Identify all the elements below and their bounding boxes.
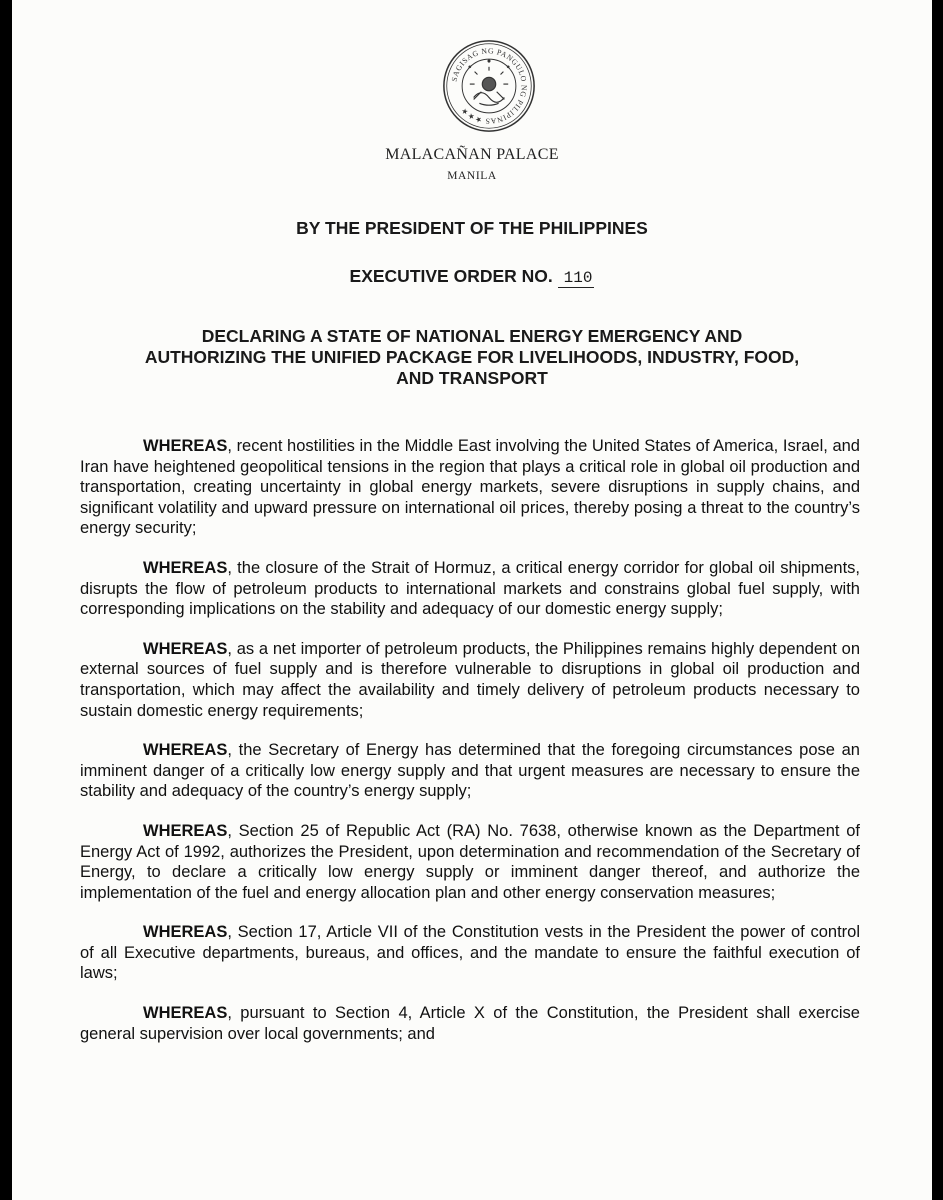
whereas-paragraph xyxy=(80,821,860,903)
whereas-paragraph xyxy=(80,922,860,984)
whereas-lead: WHEREAS xyxy=(143,558,228,577)
whereas-paragraph xyxy=(80,1003,860,1044)
whereas-paragraph xyxy=(80,436,860,539)
city-name: MANILA xyxy=(447,170,497,182)
whereas-text: , recent hostilities in the Middle East involving the United States of America, Israel, and Iran have heightened geopolitical tensions in the region that plays a critical role in global oil production and transportation, creating uncertainty in global energy markets, severe disruptions in supply chains, and significant volatility and upward pressure on international oil prices, thereby posing a threat to the country’s energy security; xyxy=(80,437,860,538)
whereas-clauses xyxy=(80,436,860,1063)
title-line: AND TRANSPORT xyxy=(396,368,548,388)
whereas-lead: WHEREAS xyxy=(143,923,228,942)
whereas-lead: WHEREAS xyxy=(143,639,228,658)
whereas-text: , Section 17, Article VII of the Constitution vests in the President the power of control of all Executive departments, bureaus, and offices, and the mandate to ensure the faithful execution of laws; xyxy=(80,923,860,983)
whereas-paragraph xyxy=(80,740,860,802)
whereas-text: , as a net importer of petroleum products, the Philippines remains highly dependent on external sources of fuel supply and is therefore vulnerable to disruptions in global oil production and transportation, which may affect the availability and timely delivery of petroleum products necessary to sustain domestic energy requirements; xyxy=(80,639,860,720)
whereas-lead: WHEREAS xyxy=(143,821,228,840)
title-line: DECLARING A STATE OF NATIONAL ENERGY EMERGENCY AND xyxy=(201,326,743,346)
order-label: EXECUTIVE ORDER NO. xyxy=(349,266,553,286)
whereas-lead: WHEREAS xyxy=(143,437,228,455)
whereas-text: , the closure of the Strait of Hormuz, a critical energy corridor for global oil shipments, disrupts the flow of petroleum products to international markets and constrains global fuel supply, with corresponding implications on the stability and adequacy of our domestic energy supply; xyxy=(80,558,860,619)
whereas-text: , pursuant to Section 4, Article X of the Constitution, the President shall exercise general supervision over local governments; and xyxy=(80,1004,860,1043)
by-line: BY THE PRESIDENT OF THE PHILIPPINES xyxy=(296,218,648,238)
whereas-paragraph xyxy=(80,639,860,721)
whereas-text: , Section 25 of Republic Act (RA) No. 7638, otherwise known as the Department of Energy Act of 1992, authorizes the President, upon determination and recommendation of the Secretary of Energy, to declare a critically low energy supply or imminent danger thereof, and authorize the implementation of the fuel and energy allocation plan and other energy conservation measures; xyxy=(80,821,860,902)
document-page xyxy=(12,0,932,1200)
whereas-paragraph xyxy=(80,558,860,620)
order-title xyxy=(72,326,872,389)
title-line: AUTHORIZING THE UNIFIED PACKAGE FOR LIVELIHOODS, INDUSTRY, FOOD, xyxy=(144,347,800,367)
order-number: 110 xyxy=(558,269,595,288)
svg-text:SAGISAG NG PANGULO NG PILIPINA: SAGISAG NG PANGULO NG PILIPINAS ★★★ xyxy=(449,46,529,126)
presidential-seal-icon xyxy=(441,38,537,134)
executive-order-heading xyxy=(12,266,932,287)
whereas-lead: WHEREAS xyxy=(143,1004,228,1023)
whereas-lead: WHEREAS xyxy=(143,741,228,760)
palace-name: MALACAÑAN PALACE xyxy=(385,146,559,163)
whereas-text: , the Secretary of Energy has determined that the foregoing circumstances pose an imminent danger of a critically low energy supply and that urgent measures are necessary to ensure the stability and adequacy of the country’s energy supply; xyxy=(80,741,860,801)
